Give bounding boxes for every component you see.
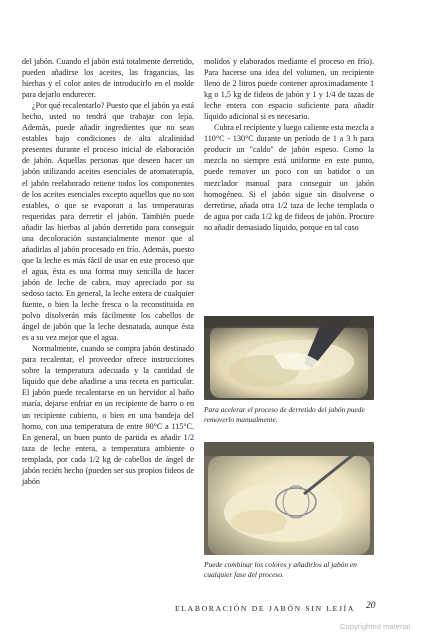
photo-caption: Puede combinar los colores y añadirlos al jabón en cualquier fase del proceso.: [204, 560, 357, 579]
photo-caption: Para acelerar el proceso de derretido del jabón puede removerlo manualmente.: [204, 405, 365, 424]
stirring-soap-photo: [204, 316, 374, 400]
copyright-watermark: Copyrighted material: [340, 622, 411, 631]
paragraph: ¿Por qué recalentarlo? Puesto que el jabón ya está hecho, usted no tendrá que trabajar con lejía. Además, puede añadir ingredientes que no sean estables bajo condiciones de alta alcalinidad presentes durante el proceso inicial de elaboración de jabón. Aquellas personas que deseen hacer un jabón utilizando aceites esenciales de aromaterapia, el jabón reelaborado retiene todos los componentes de los aceites esenciales excepto aquellos que no son estables, o que se evaporan a las temperaturas requeridas para derretir el jabón. También puede añadir las hierbas al jabón derretido para conseguir una decoloración sustancialmente menor que al añadirlas al jabón procesado en frío. Además, puesto que la leche es más fácil de usar en este proceso que el agua, ésta es una forma muy sencilla de hacer jabón de leche de cabra, muy apreciado por su sedoso tacto. En general, la leche entera de cualquier fuente, o bien la leche fresca o la reconstituida en polvo disolverán más fácilmente los cabellos de ángel de jabón que la leche desnatada, aunque ésta es a su vez mejor que el agua.: [22, 101, 194, 343]
paragraph: molidos y elaborados mediante el proceso en frío). Para hacerse una idea del volumen, un recipiente lleno de 2 litros puede contener aproximadamente 1 kg o 1,5 kg de fideos de jabón y 1 y 1/4 de tazas de leche entera con espacio suficiente para añadir líquido adicional si es necesario.: [204, 57, 374, 122]
paragraph: Cubra el recipiente y luego caliente esta mezcla a 110°C - 130°C durante un período de 1 a 3 h para producir un "caldo" de jabón espeso. Como la mezcla no siempre está uniforme en este punto, puede remover un poco con un batidor o un mezclador manual para conseguir un jabón homogéneo. Si el jabón sigue sin disolverse o derretirse, añada otra 1/2 taza de leche templada o de agua por cada 1/2 kg de fideos de jabón. Procure no añadir demasiado líquido, porque en tal caso: [204, 123, 374, 232]
running-footer-title: ELABORACIÓN DE JABÓN SIN LEJÍA: [175, 604, 356, 613]
paragraph: Normalmente, cuando se compra jabón destinado para recalentar, el proveedor ofrece instrucciones sobre la temperatura adecuada y la cantidad de líquido que debe añadirse a una receta en particular. El jabón puede recalentarse en un hervidor al baño maría, dejarse enfriar en un recipiente de barro o en un recipiente cubierto, o bien en una bandeja del horno, con una temperatura de entre 90°C a 115°C. En general, un buen punto de partida es añadir 1/2 taza de leche entera, a temperatura ambiente o templada, por cada 1/2 kg de cabellos de ángel de jabón recién hecho (pueden ser sus propios fideos de jabón: [22, 344, 194, 486]
whisking-soap-photo: [204, 442, 374, 555]
right-text-column: [204, 56, 374, 233]
left-text-column: [22, 56, 194, 487]
page-number: 20: [366, 601, 376, 611]
paragraph: del jabón. Cuando el jabón está totalmente derretido, pueden añadirse los aceites, las fragancias, las hierbas y el color antes de introducirlo en el molde para dejarlo endurecer.: [22, 57, 194, 100]
